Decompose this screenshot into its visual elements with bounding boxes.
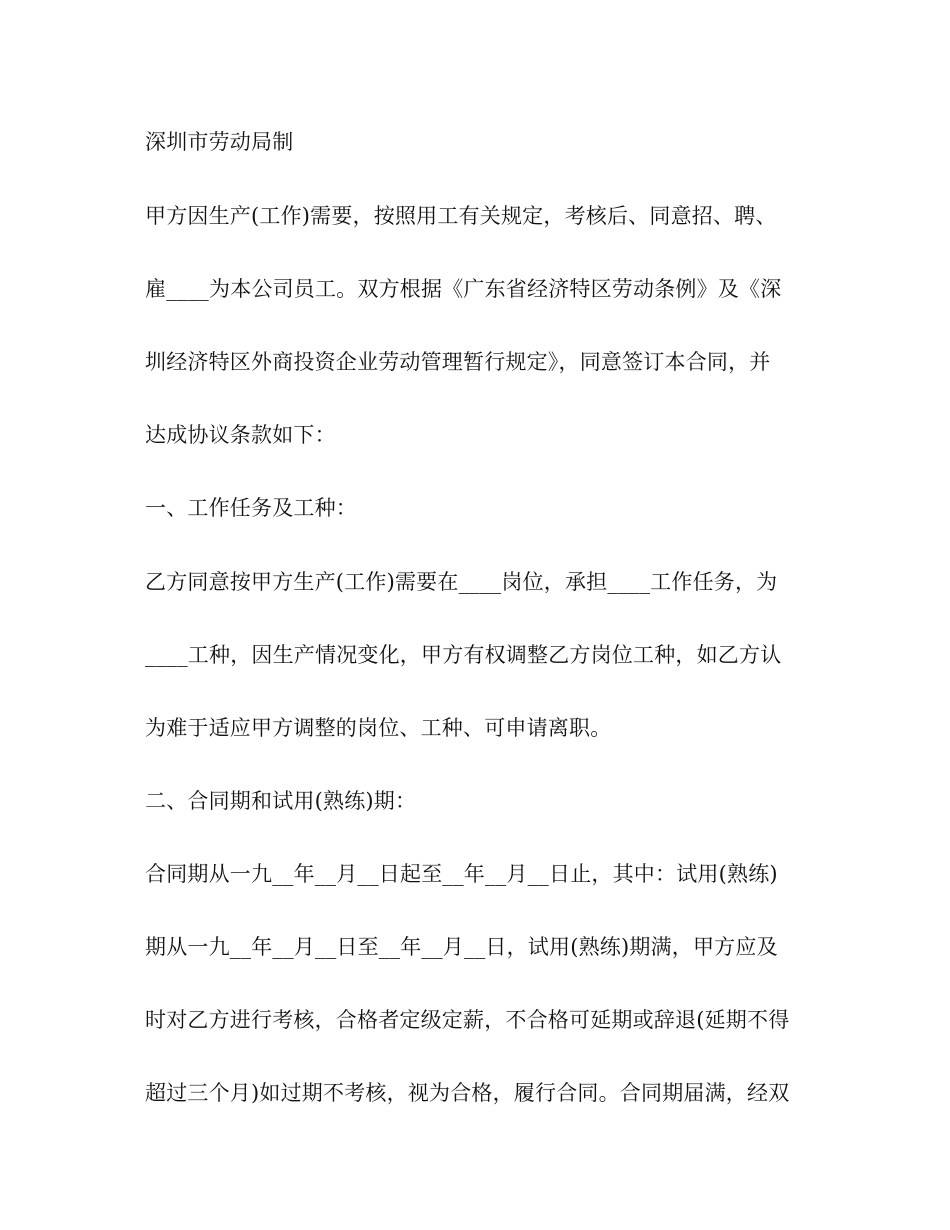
body-line: ____工种，因生产情况变化，甲方有权调整乙方岗位工种，如乙方认 <box>145 643 782 667</box>
body-line: 圳经济特区外商投资企业劳动管理暂行规定》，同意签订本合同，并 <box>145 350 771 374</box>
body-line: 达成协议条款如下： <box>145 423 336 447</box>
body-line: 超过三个月)如过期不考核，视为合格，履行合同。合同期届满，经双 <box>145 1081 790 1105</box>
body-line: 时对乙方进行考核，合格者定级定薪，不合格可延期或辞退(延期不得 <box>145 1008 790 1032</box>
body-line: 乙方同意按甲方生产(工作)需要在____岗位，承担____工作任务，为 <box>145 570 778 594</box>
body-line: 合同期从一九__年__月__日起至__年__月__日止，其中：试用(熟练) <box>145 862 778 886</box>
body-line: 甲方因生产(工作)需要，按照用工有关规定，考核后、同意招、聘、 <box>145 204 777 228</box>
issuer-line: 深圳市劳动局制 <box>145 130 294 154</box>
section-heading-1: 一、工作任务及工种： <box>145 496 357 520</box>
body-line: 期从一九__年__月__日至__年__月__日，试用(熟练)期满，甲方应及 <box>145 935 778 959</box>
body-line: 雇____为本公司员工。双方根据《广东省经济特区劳动条例》及《深 <box>145 277 782 301</box>
section-heading-2: 二、合同期和试用(熟练)期： <box>145 789 417 813</box>
body-line: 为难于适应甲方调整的岗位、工种、可申请离职。 <box>145 716 612 740</box>
